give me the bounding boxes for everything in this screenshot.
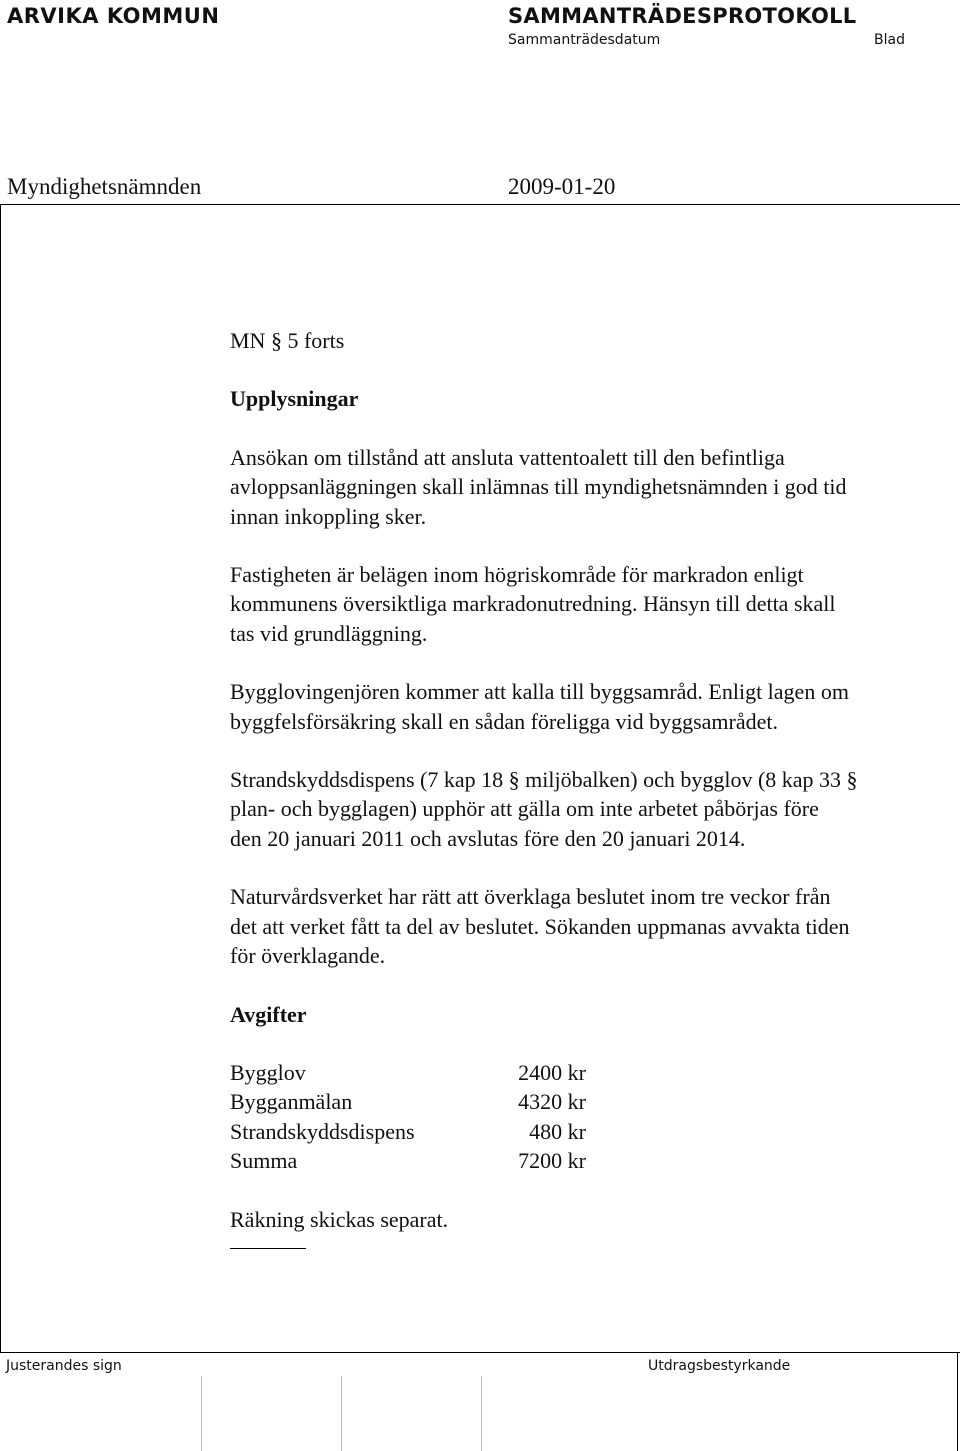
fee-row <box>230 1087 586 1116</box>
meeting-date-label: Sammanträdesdatum <box>508 32 661 48</box>
heading-upplysningar: Upplysningar <box>230 386 359 412</box>
fee-amount: 4320 kr <box>518 1089 586 1115</box>
justerandes-sign-label: Justerandes sign <box>6 1358 122 1374</box>
paragraph-line: den 20 januari 2011 och avslutas före den 20 januari 2014. <box>230 825 746 851</box>
meeting-date: 2009-01-20 <box>508 174 616 199</box>
organization-name: ARVIKA KOMMUN <box>7 4 220 28</box>
page-label: Blad <box>874 32 905 48</box>
signature-divider <box>341 1376 342 1451</box>
paragraph-line: Fastigheten är belägen inom högriskområde för markradon enligt <box>230 562 804 588</box>
paragraph-line: tas vid grundläggning. <box>230 620 428 646</box>
paragraph-line: för överklagande. <box>230 943 386 969</box>
paragraph-line: Ansökan om tillstånd att ansluta vattentoalett till den befintliga <box>230 444 785 470</box>
paragraph-line: Bygglovingenjören kommer att kalla till byggsamråd. Enligt lagen om <box>230 679 849 705</box>
fee-label: Summa <box>230 1148 298 1174</box>
fee-label: Strandskyddsdispens <box>230 1118 415 1144</box>
paragraph-line: kommunens översiktliga markradonutredning. Hänsyn till detta skall <box>230 591 836 617</box>
fee-row <box>230 1146 586 1175</box>
paragraph-line: det att verket fått ta del av beslutet. Sökanden uppmanas avvakta tiden <box>230 913 850 939</box>
paragraph-line: plan- och bygglagen) upphör att gälla om inte arbetet påbörjas före <box>230 796 819 822</box>
paragraph-line: byggfelsförsäkring skall en sådan föreligga vid byggsamrådet. <box>230 708 779 734</box>
frame-top-line <box>0 204 960 205</box>
signature-divider <box>201 1376 202 1451</box>
end-rule <box>230 1248 306 1249</box>
fee-label: Bygganmälan <box>230 1089 353 1115</box>
paragraph-line: innan inkoppling sker. <box>230 503 427 529</box>
document-title: SAMMANTRÄDESPROTOKOLL <box>508 4 857 28</box>
frame-left-line <box>0 204 1 1352</box>
frame-bottom-line <box>0 1352 960 1353</box>
paragraph-line: avloppsanläggningen skall inlämnas till myndighetsnämnden i god tid <box>230 474 847 500</box>
fee-amount: 480 kr <box>529 1118 586 1144</box>
fee-row <box>230 1058 586 1087</box>
fee-amount: 7200 kr <box>518 1148 586 1174</box>
fee-row <box>230 1117 586 1146</box>
section-reference: MN § 5 forts <box>230 328 345 353</box>
committee-name: Myndighetsnämnden <box>7 174 202 199</box>
fee-amount: 2400 kr <box>518 1059 586 1085</box>
utdragsbestyrkande-label: Utdragsbestyrkande <box>648 1358 791 1374</box>
paragraph-line: Strandskyddsdispens (7 kap 18 § miljöbalken) och bygglov (8 kap 33 § <box>230 767 858 793</box>
fees-table <box>230 1058 586 1176</box>
protocol-body <box>230 326 955 1249</box>
invoice-note: Räkning skickas separat. <box>230 1206 449 1232</box>
frame-right-line <box>957 1352 958 1451</box>
paragraph-line: Naturvårdsverket har rätt att överklaga beslutet inom tre veckor från <box>230 884 831 910</box>
fee-label: Bygglov <box>230 1059 306 1085</box>
heading-avgifter: Avgifter <box>230 1001 307 1027</box>
signature-divider <box>481 1376 482 1451</box>
